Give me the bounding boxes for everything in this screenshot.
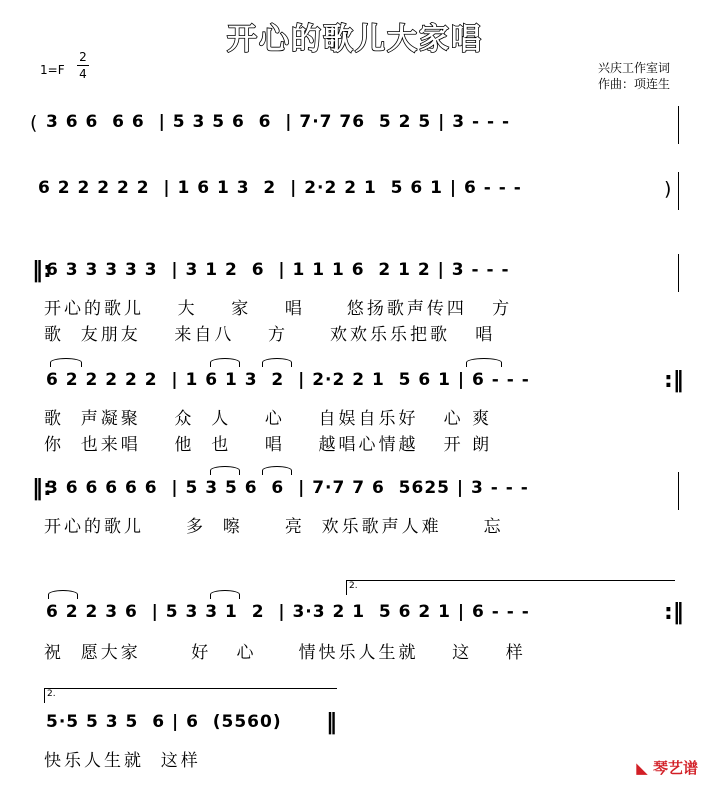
- lyricist-credit: 兴庆工作室词: [597, 61, 670, 75]
- lyric-line: 歌 声凝聚 众 人 心 自娱自乐好 心 爽: [44, 409, 493, 429]
- lyric-line: 开心的歌儿 大 家 唱 悠扬歌声传四 方: [44, 299, 513, 319]
- notes-system-5: 3 6 6 6 6 6 | 5 3 5 6 6 | 7·7 7 6 5625 | 3 - - -: [46, 478, 529, 498]
- repeat-end-sign: :‖: [664, 600, 684, 625]
- slur: [466, 358, 502, 367]
- volta-label: 2.: [47, 689, 56, 699]
- staff-system-6: [0, 596, 710, 644]
- logo-icon: ◣: [636, 759, 648, 777]
- composer-credit: 作曲：项连生: [597, 77, 670, 91]
- lyric-line: 快乐人生就 这样: [44, 751, 201, 771]
- credits: [598, 60, 670, 92]
- notes-system-3: 6 3 3 3 3 3 | 3 1 2 6 | 1 1 1 6 2 1 2 | 3 - - -: [46, 260, 510, 280]
- repeat-end-sign: :‖: [664, 368, 684, 393]
- key-signature: 1=F: [40, 63, 65, 77]
- slur: [262, 358, 292, 367]
- repeat-start-sign: ‖:: [32, 476, 52, 501]
- bar-line: [678, 472, 679, 510]
- volta-label: 2.: [349, 581, 358, 591]
- fraction-bar: [77, 65, 89, 66]
- volta-bracket-second: [44, 688, 337, 703]
- time-signature: [77, 50, 89, 81]
- song-title: 开心的歌儿大家唱: [227, 22, 483, 57]
- time-signature-bottom: 4: [79, 67, 87, 81]
- staff-system-2: [0, 172, 710, 220]
- lyric-line: 开心的歌儿 多 嚓 亮 欢乐歌声人难 忘: [44, 517, 504, 537]
- bar-line: [678, 172, 679, 210]
- notes-system-7: 5·5 5 3 5 6 | 6 (5560): [46, 712, 282, 732]
- slur: [210, 466, 240, 475]
- lyric-line: 你 也来唱 他 也 唱 越唱心情越 开 朗: [44, 435, 493, 455]
- notes-system-1: 3 6 6 6 6 | 5 3 5 6 6 | 7·7 76 5 2 5 | 3 - - -: [46, 112, 511, 132]
- staff-system-1: [0, 106, 710, 154]
- time-signature-top: 2: [79, 50, 87, 64]
- lyric-line: 歌 友朋友 来自八 方 欢欢乐乐把歌 唱: [44, 325, 496, 345]
- lyric-line: 祝 愿大家 好 心 情快乐人生就 这 样: [44, 643, 526, 663]
- bar-line: [678, 106, 679, 144]
- notes-system-2: 6 2 2 2 2 2 | 1 6 1 3 2 | 2·2 2 1 5 6 1 | 6 - - -: [38, 178, 522, 198]
- open-paren-symbol: (: [30, 112, 38, 134]
- bar-line: [678, 254, 679, 292]
- slur: [210, 590, 240, 599]
- notes-system-4: 6 2 2 2 2 2 | 1 6 1 3 2 | 2·2 2 1 5 6 1 | 6 - - -: [46, 370, 530, 390]
- repeat-start-sign: ‖:: [32, 258, 52, 283]
- slur: [50, 358, 82, 367]
- watermark: [636, 757, 698, 778]
- slur: [48, 590, 78, 599]
- slur: [210, 358, 240, 367]
- notes-system-6: 6 2 2 3 6 | 5 3 3 1 2 | 3·3 2 1 5 6 2 1 | 6 - - -: [46, 602, 530, 622]
- final-bar-sign: ‖: [326, 710, 337, 735]
- watermark-text: 琴艺谱: [652, 759, 698, 777]
- slur: [262, 466, 292, 475]
- close-paren-symbol: ): [664, 178, 672, 200]
- volta-bracket-second: [346, 580, 675, 595]
